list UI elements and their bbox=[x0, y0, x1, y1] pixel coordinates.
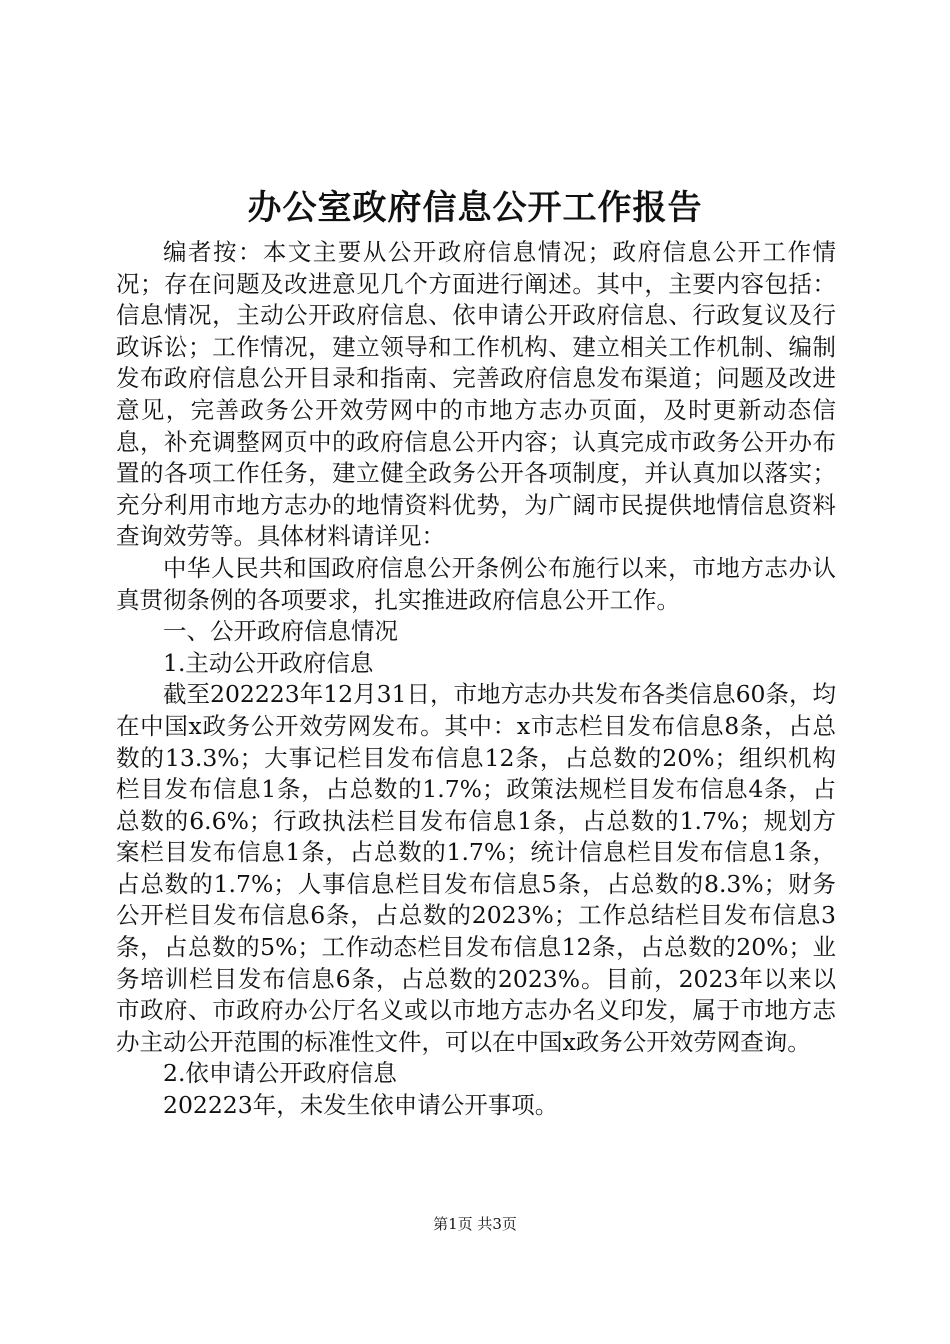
page-indicator: 第1页 共3页 bbox=[433, 1215, 517, 1233]
subsection-heading: 1.主动公开政府信息 bbox=[163, 648, 374, 677]
closing-paragraph: 202223年，未发生依申请公开事项。 bbox=[163, 1091, 559, 1120]
statistics-paragraph: 截至202223年12月31日，市地方志办共发布各类信息60条，均在中国x政务公开效劳网发布。其中：x市志栏目发布信息8条，占总数的13.3%；大事记栏目发布信息12条，占总数的20%；组织机构栏目发布信息1条，占总数的1.7%；政策法规栏目发布信息4条，占总数的6.6%；行政执法栏目发布信息1条，占总数的1.7%；规划方案栏目发布信息1条，占总数的1.7%；统计信息栏目发布信息1条，占总数的1.7%；人事信息栏目发布信息5条，占总数的8.3%；财务公开栏目发布信息6条，占总数的2023%；工作总结栏目发布信息3条，占总数的5%；工作动态栏目发布信息12条，占总数的20%；业务培训栏目发布信息6条，占总数的2023%。目前，2023年以来以市政府、市政府办公厅名义或以市地方志办名义印发，属于市地方志办主动公开范围的标准性文件，可以在中国x政务公开效劳网查询。 bbox=[116, 680, 836, 1056]
document-title: 办公室政府信息公开工作报告 bbox=[247, 188, 703, 228]
document-body bbox=[116, 237, 836, 1122]
subsection-heading: 2.依申请公开政府信息 bbox=[163, 1059, 397, 1088]
editor-note-paragraph: 编者按：本文主要从公开政府信息情况；政府信息公开工作情况；存在问题及改进意见几个方面进行阐述。其中，主要内容包括：信息情况，主动公开政府信息、依申请公开政府信息、行政复议及行政诉讼；工作情况，建立领导和工作机构、建立相关工作机制、编制发布政府信息公开目录和指南、完善政府信息发布渠道；问题及改进意见，完善政务公开效劳网中的市地方志办页面，及时更新动态信息，补充调整网页中的政府信息公开内容；认真完成市政务公开办布置的各项工作任务，建立健全政务公开各项制度，并认真加以落实；充分利用市地方志办的地情资料优势，为广阔市民提供地情信息资料查询效劳等。具体材料请详见： bbox=[116, 238, 836, 551]
section-heading: 一、公开政府信息情况 bbox=[163, 617, 398, 646]
intro-paragraph: 中华人民共和国政府信息公开条例公布施行以来，市地方志办认真贯彻条例的各项要求，扎实推进政府信息公开工作。 bbox=[116, 553, 836, 614]
